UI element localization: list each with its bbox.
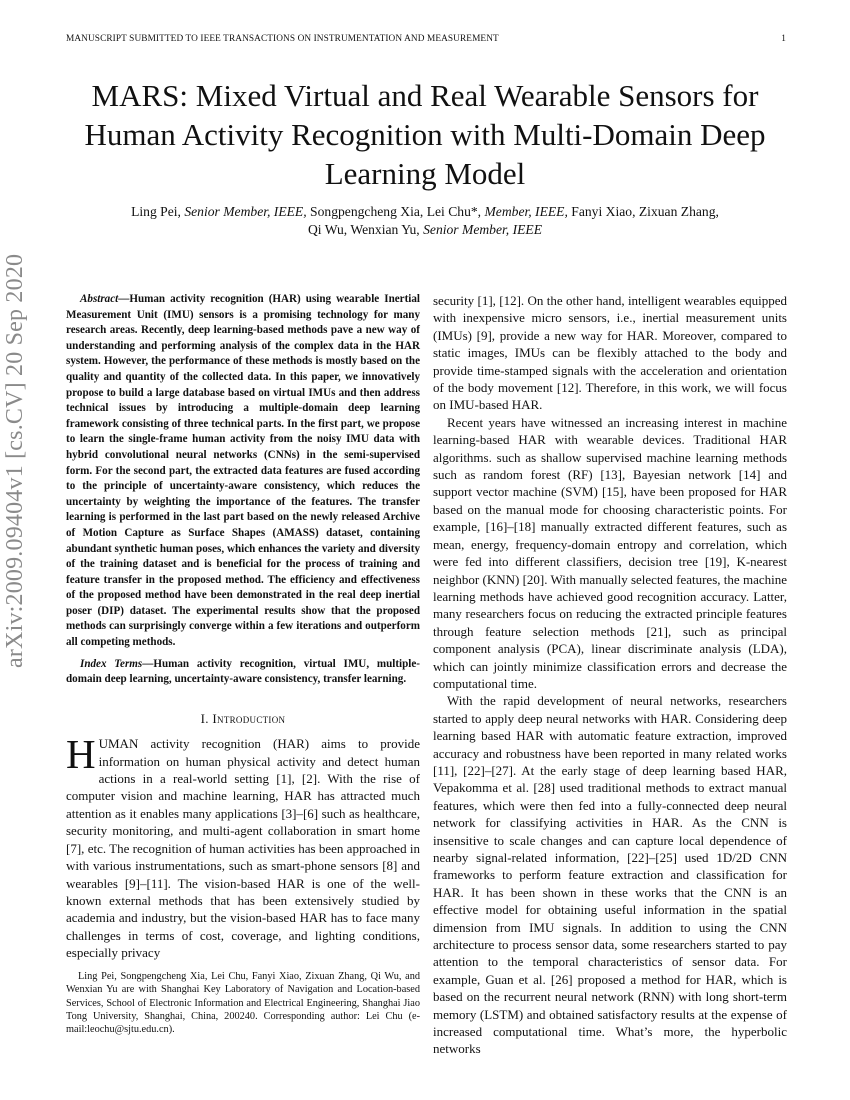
author-line-2: Qi Wu, Wenxian Yu, Senior Member, IEEE — [307, 222, 543, 237]
section-heading — [66, 710, 420, 727]
running-title: MANUSCRIPT SUBMITTED TO IEEE TRANSACTIONS ON INSTRUMENTATION AND MEASUREMENT — [66, 34, 499, 44]
left-column — [66, 292, 420, 962]
index-terms-text: —Human activity recognition, virtual IMU, multiple-domain deep learning, uncertainty-aware consistency, transfer learning. — [66, 657, 420, 686]
body-paragraph: security [1], [12]. On the other hand, intelligent wearables equipped with inexpensive micro sensors, i.e., inertial measurement units (IMUs) [9], provide a new way for HAR. Moreover, compared to static images, IMUs can be flexibly attached to the body and provide time-stamped signals with the acceleration and orientation of the body movement [12]. Therefore, in this work, we will focus on IMU-based HAR. — [433, 293, 787, 413]
section-title: Introduction — [212, 710, 286, 726]
intro-paragraph — [66, 731, 420, 961]
paper-title: MARS: Mixed Virtual and Real Wearable Sensors for Human Activity Recognition with Multi-Domain Deep Learning Model — [84, 78, 766, 191]
arxiv-identifier: arXiv:2009.09404v1 [cs.CV] 20 Sep 2020 — [2, 253, 28, 668]
dropcap-letter: H — [66, 731, 96, 778]
body-paragraph: With the rapid development of neural networks, researchers started to apply deep neural networks with HAR. Considering deep learning based HAR with automatic feature extraction, improved accuracy and robustness have been reported in many related works [11], [22]–[27]. At the early stage of deep learning based HAR, Vepakomma et al. [28] used traditional methods to extract manual features, which were then fed into a fully-connected deep neural network for classifying activities in HAR. As the CNN is insensitive to scale changes and can capture local dependence of nearby signal-related information, [22]–[25] used 1D/2D CNN frameworks to perform feature extraction and classification for HAR. It has been shown in these works that the CNN is an effective model for obtaining useful information in the spatial dimension from IMU signals. In addition to using the CNN architecture to process sensor data, some researchers started to pay attention to the temporal characteristics of sensor data. For example, Guan et al. [26] proposed a method for HAR, which is based on the recurrent neural network (RNN) with long short-term memory (LSTM) and obtained satisfactory results at the expense of increased computational time. What’s more, the hyperbolic networks — [433, 693, 787, 1057]
index-terms — [66, 657, 420, 688]
affiliation-footnote: Ling Pei, Songpengcheng Xia, Lei Chu, Fanyi Xiao, Zixuan Zhang, Qi Wu, and Wenxian Yu are with Shanghai Key Laboratory of Navigation and Location-based Services, School of Electronic Information and Electrical Engineering, Shanghai Jiao Tong University, Shanghai, China, 200240. Corresponding author: Lei Chu (e-mail:leochu@sjtu.edu.cn). — [66, 971, 420, 1036]
author-line-1: Ling Pei, Senior Member, IEEE, Songpengcheng Xia, Lei Chu*, Member, IEEE, Fanyi Xiao, Zixuan Zhang, — [131, 204, 719, 219]
intro-text: UMAN activity recognition (HAR) aims to provide information on human physical activity and detect human actions in a real-world setting [1], [2]. With the rise of computer vision and machine learning, HAR has attracted much attention as it enables many applications [3]–[6] such as healthcare, security monitoring, and multi-agent collaboration in smart home [7], etc. The recognition of human activities has been approached in with various instrumentations, such as smart-phone sensors [8] and wearables [9]–[11]. The vision-based HAR is one of the well-known external methods that has been extensively studied by academia and industry, but the vision-based HAR has to face many challenges in terms of cost, coverage, and lighting conditions, especially privacy — [66, 736, 420, 961]
section-number: I. — [200, 710, 213, 726]
abstract-text: —Human activity recognition (HAR) using wearable Inertial Measurement Unit (IMU) sensors is a promising technology for many research areas. Recently, deep learning-based methods pave a new way of understanding and performing analysis of the complex data in the HAR system. However, the performance of these methods is mostly based on the quality and quantity of the collected data. In this paper, we innovatively propose to build a large database based on virtual IMUs and then address technical issues by introducing a multiple-domain deep learning framework consisting of three technical parts. In the first part, we propose to learn the single-frame human activity from the noisy IMU data with hybrid convolutional neural networks (CNNs) in the semi-supervised form. For the second part, the extracted data features are fused according to the principle of uncertainty-aware consistency, which reduces the uncertainty by weighting the importance of the features. The transfer learning is performed in the last part based on the newly released Archive of Motion Capture as Surface Shapes (AMASS) dataset, containing abundant synthetic human poses, which enhances the variety and diversity of the training dataset and is beneficial for the process of training and feature transfer in the proposed method. The efficiency and effectiveness of the proposed method have been demonstrated in the real deep inertial poser (DIP) dataset. The experimental results show that the proposed methods can surprisingly converge within a few iterations and outperform all competing methods. — [66, 293, 420, 649]
body-paragraph: Recent years have witnessed an increasing interest in machine learning-based HAR with wearable devices. Traditional HAR algorithms. such as shallow supervised machine learning methods such as random forest (RF) [13], Bayesian network [14] and support vector machine (SVM) [15], have been proposed for HAR based on the manual mode for choosing characteristic points. For example, [16]–[18] manually extracted different features, such as mean, energy, frequency-domain entropy and correlation, which were fed into different classifiers, decision tree [19], K-nearest neighbor (KNN) [20]. With manually selected features, the machine learning methods have achieved good recognition accuracy. Latter, many researchers focus on reducing the extracted principle features through feature selection methods [21], such as principal component analysis (PCA), linear discriminate analysis (LDA), which can jointly minimize classification errors and decrease the computational time. — [433, 414, 787, 691]
running-header — [66, 34, 786, 44]
index-terms-lead: Index Terms — [80, 657, 143, 670]
author-list — [60, 203, 790, 239]
abstract — [66, 292, 420, 651]
right-column — [433, 292, 787, 1058]
abstract-lead: Abstract — [80, 293, 119, 305]
page-number: 1 — [781, 34, 786, 44]
